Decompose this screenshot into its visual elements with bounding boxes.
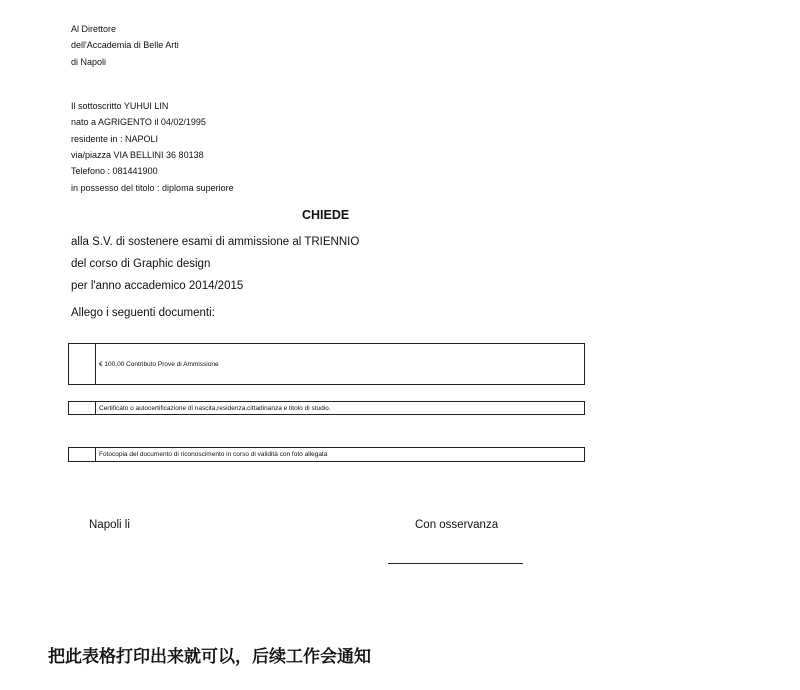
request-line-1: alla S.V. di sostenere esami di ammissione al TRIENNIO [71, 236, 360, 248]
attachment-row [68, 447, 585, 462]
instruction-note: 把此表格打印出来就可以，后续工作会通知 [48, 647, 371, 667]
request-line-2: del corso di Graphic design [71, 258, 211, 270]
request-heading: CHIEDE [302, 208, 350, 222]
closing-text: Con osservanza [415, 519, 499, 531]
attachments-intro: Allego i seguenti documenti: [71, 307, 215, 319]
applicant-title: in possesso del titolo : diploma superiore [71, 183, 234, 193]
applicant-phone: Telefono : 081441900 [71, 166, 158, 176]
attachment-checkbox[interactable] [69, 402, 96, 414]
attachment-row [68, 343, 585, 385]
attachment-label: Certificato o autocertificazione di nascita,residenza,cittadinanza e titolo di studio. [99, 404, 331, 412]
place-date-label: Napoli li [89, 519, 130, 531]
attachment-checkbox[interactable] [69, 344, 96, 384]
signature-line [388, 563, 523, 564]
recipient-line-1: Al Direttore [71, 24, 117, 34]
recipient-line-2: dell'Accademia di Belle Arti [71, 40, 179, 50]
applicant-residence: residente in : NAPOLI [71, 134, 159, 144]
applicant-birth: nato a AGRIGENTO il 04/02/1995 [71, 117, 206, 127]
recipient-line-3: di Napoli [71, 57, 107, 67]
attachment-row [68, 401, 585, 415]
request-line-3: per l'anno accademico 2014/2015 [71, 280, 244, 292]
attachment-checkbox[interactable] [69, 448, 96, 461]
applicant-name: Il sottoscritto YUHUI LIN [71, 101, 169, 111]
attachment-label: Fotocopia del documento di riconoscimento in corso di validità con foto allegata [99, 451, 328, 458]
applicant-address: via/piazza VIA BELLINI 36 80138 [71, 150, 204, 160]
attachment-label: € 100,00 Contributo Prove di Ammissione [99, 360, 219, 368]
